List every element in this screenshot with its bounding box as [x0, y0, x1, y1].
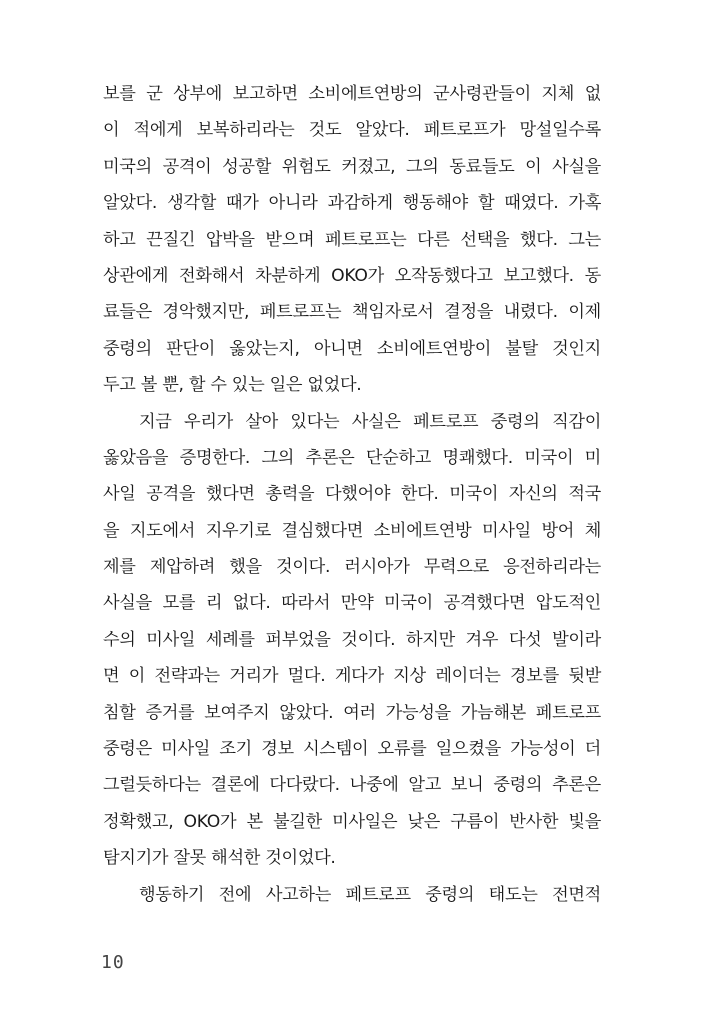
text-line-paragraph-end: 탐지기가 잘못 해석한 것이었다. — [103, 848, 336, 869]
text-line: 중령의 판단이 옳았는지, 아니면 소비에트연방이 불탈 것인지 — [103, 338, 601, 359]
text-line-paragraph-end: 두고 볼 뿐, 할 수 있는 일은 없었다. — [103, 375, 362, 396]
text-line: 면 이 전략과는 거리가 멀다. 게다가 지상 레이더는 경보를 뒷받 — [103, 666, 601, 687]
text-line: 을 지도에서 지우기로 결심했다면 소비에트연방 미사일 방어 체 — [103, 520, 601, 541]
text-line: 정확했고, OKO가 본 불길한 미사일은 낮은 구름이 반사한 빛을 — [103, 811, 601, 832]
text-line: 제를 제압하려 했을 것이다. 러시아가 무력으로 응전하리라는 — [103, 557, 601, 578]
text-line: 알았다. 생각할 때가 아니라 과감하게 행동해야 할 때였다. 가혹 — [103, 193, 601, 214]
text-line: 하고 끈질긴 압박을 받으며 페트로프는 다른 선택을 했다. 그는 — [103, 229, 601, 250]
text-line-paragraph-start: 지금 우리가 살아 있다는 사실은 페트로프 중령의 직감이 — [139, 411, 601, 432]
text-line: 중령은 미사일 조기 경보 시스템이 오류를 일으켰을 가능성이 더 — [103, 739, 601, 760]
text-line: 보를 군 상부에 보고하면 소비에트연방의 군사령관들이 지체 없 — [103, 84, 601, 104]
text-line: 사실을 모를 리 없다. 따라서 만약 미국이 공격했다면 압도적인 — [103, 593, 601, 614]
text-line: 상관에게 전화해서 차분하게 OKO가 오작동했다고 보고했다. 동 — [103, 265, 601, 286]
text-line-paragraph-start: 행동하기 전에 사고하는 페트로프 중령의 태도는 전면적 — [139, 884, 601, 905]
text-line: 이 적에게 보복하리라는 것도 알았다. 페트로프가 망설일수록 — [103, 120, 601, 141]
text-line: 료들은 경악했지만, 페트로프는 책임자로서 결정을 내렸다. 이제 — [103, 302, 601, 323]
text-line: 수의 미사일 세례를 퍼부었을 것이다. 하지만 겨우 다섯 발이라 — [103, 629, 601, 650]
text-line: 미국의 공격이 성공할 위험도 커졌고, 그의 동료들도 이 사실을 — [103, 156, 601, 177]
text-line: 침할 증거를 보여주지 않았다. 여러 가능성을 가늠해본 페트로프 — [103, 702, 601, 723]
text-line: 사일 공격을 했다면 총력을 다했어야 한다. 미국이 자신의 적국 — [103, 484, 601, 505]
page-number: 10 — [101, 952, 125, 973]
page-body — [103, 76, 601, 913]
text-line: 그럴듯하다는 결론에 다다랐다. 나중에 알고 보니 중령의 추론은 — [103, 775, 601, 796]
text-line: 옳았음을 증명한다. 그의 추론은 단순하고 명쾌했다. 미국이 미 — [103, 447, 601, 468]
